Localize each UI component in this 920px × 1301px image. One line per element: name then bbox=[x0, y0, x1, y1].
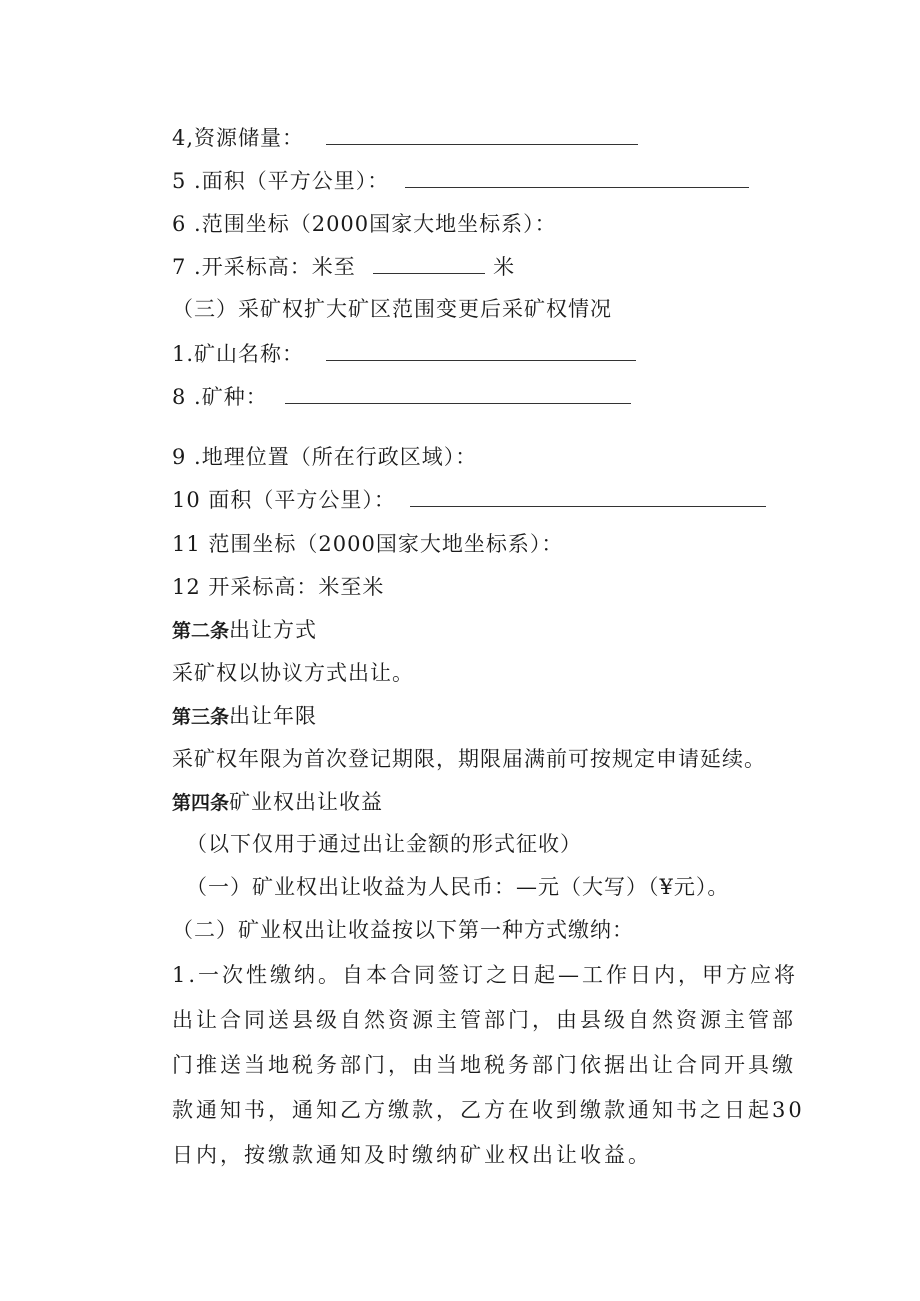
item-12-line bbox=[172, 573, 384, 601]
article-3-number: 第三条 bbox=[172, 706, 230, 728]
item-6-label: 6 .范围坐标（2000国家大地坐标系）： bbox=[172, 212, 557, 236]
article-3-heading bbox=[172, 702, 317, 731]
item-11-line bbox=[172, 530, 563, 558]
item-10-label: 10 面积（平方公里）： bbox=[172, 488, 396, 512]
item-9-line bbox=[172, 443, 477, 471]
item-8-line bbox=[172, 383, 631, 411]
article-3-title: 出让年限 bbox=[229, 704, 318, 728]
item-10-blank[interactable] bbox=[410, 486, 766, 507]
item-7-blank[interactable] bbox=[373, 253, 485, 274]
section-3-heading: （三）采矿权扩大矿区范围变更后采矿权情况 bbox=[172, 297, 612, 321]
article-4-paragraph-1: 1.一次性缴纳。自本合同签订之日起—工作日内，甲方应将出让合同送县级自然资源主管部门，由县级自然资源主管部门推送当地税务部门，由当地税务部门依据出让合同开具缴款通知书，通知乙方缴款，乙方在收到缴款通知书之日起30日内，按缴款通知及时缴纳矿业权出让收益。 bbox=[172, 963, 805, 1167]
item-1b-blank[interactable] bbox=[326, 340, 636, 361]
article-4-number: 第四条 bbox=[172, 792, 230, 814]
item-4-line bbox=[172, 124, 638, 152]
item-6-line bbox=[172, 210, 557, 238]
article-4-clause-2: （二）矿业权出让收益按以下第一种方式缴纳： bbox=[172, 918, 634, 942]
article-3-body: 采矿权年限为首次登记期限，期限届满前可按规定申请延续。 bbox=[172, 747, 766, 771]
item-5-label: 5 .面积（平方公里）： bbox=[172, 169, 390, 193]
item-5-line bbox=[172, 167, 749, 195]
item-8-blank[interactable] bbox=[285, 383, 631, 404]
article-2-number: 第二条 bbox=[172, 620, 230, 642]
item-5-blank[interactable] bbox=[405, 167, 749, 188]
item-7-label-a: 7 .开采标高：米至 bbox=[172, 255, 356, 279]
item-7-label-b: 米 bbox=[493, 255, 516, 279]
article-4-clause-1: （一）矿业权出让收益为人民币：—元（大写）（¥元）。 bbox=[186, 875, 730, 899]
article-2-body: 采矿权以协议方式出让。 bbox=[172, 661, 414, 685]
item-1b-line bbox=[172, 340, 636, 368]
item-12-label: 12 开采标高：米至米 bbox=[172, 575, 385, 599]
article-2-title: 出让方式 bbox=[229, 618, 318, 642]
item-9-label: 9 .地理位置（所在行政区域）： bbox=[172, 445, 478, 469]
article-4-note: （以下仅用于通过出让金额的形式征收） bbox=[186, 832, 582, 856]
item-7-line bbox=[172, 253, 515, 281]
article-4-title: 矿业权出让收益 bbox=[229, 790, 384, 814]
item-4-blank[interactable] bbox=[326, 124, 638, 145]
article-4-heading bbox=[172, 788, 383, 817]
item-11-label: 11 范围坐标（2000国家大地坐标系）： bbox=[172, 532, 564, 556]
item-10-line bbox=[172, 486, 766, 514]
item-1b-label: 1.矿山名称： bbox=[172, 342, 305, 366]
item-4-label: 4,资源储量： bbox=[172, 126, 305, 150]
item-8-label: 8 .矿种： bbox=[172, 385, 268, 409]
article-2-heading bbox=[172, 616, 317, 645]
